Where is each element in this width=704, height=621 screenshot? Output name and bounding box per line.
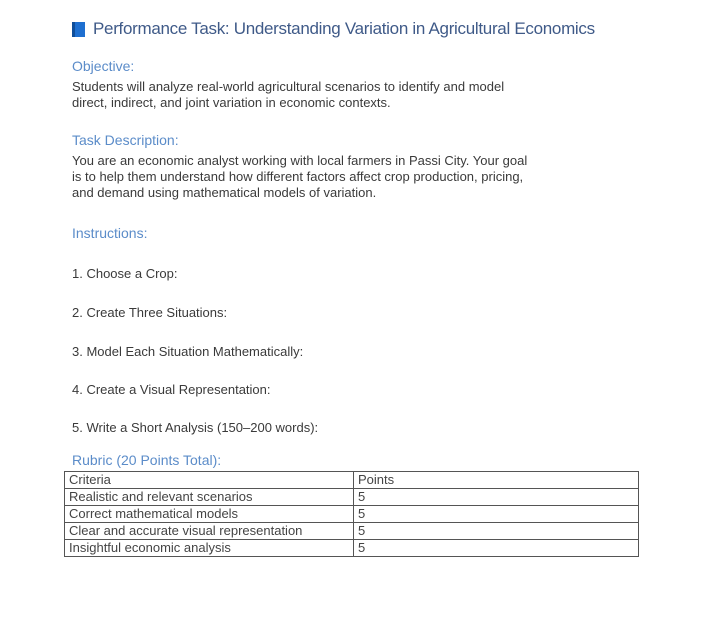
points-cell: 5 bbox=[354, 523, 639, 540]
criteria-cell: Realistic and relevant scenarios bbox=[65, 489, 354, 506]
points-cell: 5 bbox=[354, 506, 639, 523]
task-description-text bbox=[72, 153, 652, 201]
points-cell: 5 bbox=[354, 489, 639, 506]
document-title bbox=[72, 19, 595, 39]
table-row bbox=[65, 540, 639, 557]
table-row bbox=[65, 523, 639, 540]
instructions-heading: Instructions: bbox=[72, 225, 148, 241]
objective-line: direct, indirect, and joint variation in economic contexts. bbox=[72, 95, 391, 110]
table-row bbox=[65, 489, 639, 506]
objective-text bbox=[72, 79, 652, 111]
instruction-step-1: 1. Choose a Crop: bbox=[72, 266, 178, 281]
instruction-step-2: 2. Create Three Situations: bbox=[72, 305, 228, 320]
objective-heading: Objective: bbox=[72, 58, 135, 74]
instruction-step-3: 3. Model Each Situation Mathematically: bbox=[72, 344, 304, 359]
rubric-table bbox=[64, 471, 639, 557]
column-header-criteria: Criteria bbox=[65, 472, 354, 489]
blue-book-icon bbox=[72, 22, 85, 37]
points-cell: 5 bbox=[354, 540, 639, 557]
column-header-points: Points bbox=[354, 472, 639, 489]
instruction-step-4: 4. Create a Visual Representation: bbox=[72, 382, 271, 397]
task-line: and demand using mathematical models of variation. bbox=[72, 185, 377, 200]
title-text: Performance Task: Understanding Variation in Agricultural Economics bbox=[93, 19, 595, 38]
rubric-heading: Rubric (20 Points Total): bbox=[72, 452, 222, 468]
objective-line: Students will analyze real-world agricultural scenarios to identify and model bbox=[72, 79, 505, 94]
criteria-cell: Insightful economic analysis bbox=[65, 540, 354, 557]
criteria-cell: Correct mathematical models bbox=[65, 506, 354, 523]
task-line: is to help them understand how different factors affect crop production, pricing, bbox=[72, 169, 524, 184]
criteria-cell: Clear and accurate visual representation bbox=[65, 523, 354, 540]
instruction-step-5: 5. Write a Short Analysis (150–200 words): bbox=[72, 420, 319, 435]
table-row bbox=[65, 506, 639, 523]
table-header-row bbox=[65, 472, 639, 489]
task-line: You are an economic analyst working with local farmers in Passi City. Your goal bbox=[72, 153, 528, 168]
task-description-heading: Task Description: bbox=[72, 132, 179, 148]
